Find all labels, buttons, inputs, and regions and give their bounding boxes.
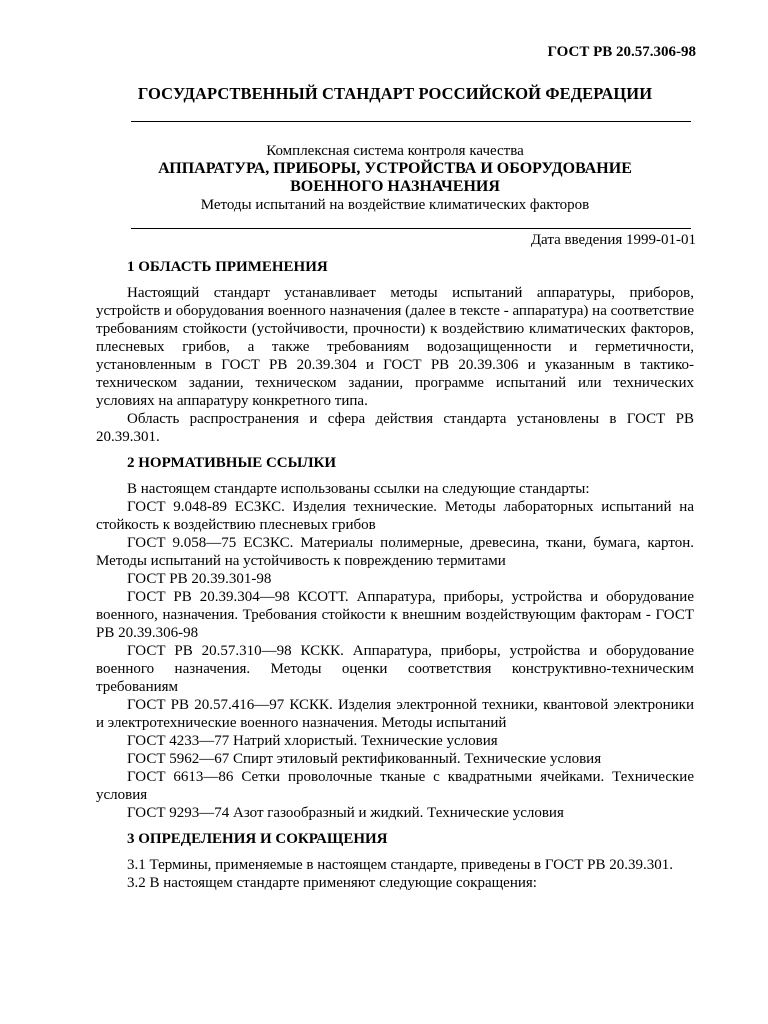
section-1-paragraph: Настоящий стандарт устанавливает методы испытаний аппаратуры, приборов, устройств и оборудования военного назначения (далее в тексте - аппаратура) на соответствие требованиям стойкости (устойчивости, прочности) к воздействию климатических факторов, плесневых грибов, а также требованиям водозащищенности и герметичности, установленным в ГОСТ РВ 20.39.304 и ГОСТ РВ 20.39.306 и указанным в тактико-техническом задании, техническом задании, программе испытаний или технических условиях на аппаратуру конкретного типа.: [96, 285, 694, 409]
reference-item: ГОСТ РВ 20.57.416—97 КСКК. Изделия электронной техники, квантовой электроники и электротехнические военного назначения. Методы испытаний: [96, 697, 694, 731]
reference-item: ГОСТ 5962—67 Спирт этиловый ректификованный. Технические условия: [127, 751, 602, 767]
reference-item: ГОСТ 9.048-89 ЕСЗКС. Изделия технические. Методы лабораторных испытаний на стойкость к воздействию плесневых грибов: [96, 499, 694, 533]
subject-methods: Методы испытаний на воздействие климатических факторов: [200, 197, 590, 213]
section-2-heading: 2 НОРМАТИВНЫЕ ССЫЛКИ: [127, 455, 337, 471]
document-code: ГОСТ РВ 20.57.306-98: [547, 44, 696, 60]
subject-title-line-1: АППАРАТУРА, ПРИБОРЫ, УСТРОЙСТВА И ОБОРУДОВАНИЕ: [158, 160, 632, 177]
section-3-paragraph: 3.2 В настоящем стандарте применяют следующие сокращения:: [127, 875, 537, 891]
subject-title-line-2: ВОЕННОГО НАЗНАЧЕНИЯ: [290, 178, 500, 195]
reference-item: ГОСТ 9.058—75 ЕСЗКС. Материалы полимерные, древесина, ткани, бумага, картон. Методы испытаний на устойчивость к повреждению термитами: [96, 535, 694, 569]
standard-subject: [96, 142, 694, 214]
section-3-paragraph: 3.1 Термины, применяемые в настоящем стандарте, приведены в ГОСТ РВ 20.39.301.: [127, 857, 673, 873]
reference-item: ГОСТ 9293—74 Азот газообразный и жидкий. Технические условия: [127, 805, 564, 821]
reference-item: ГОСТ РВ 20.39.304—98 КСОТТ. Аппаратура, приборы, устройства и оборудование военного, назначения. Требования стойкости к внешним воздействующим факторам - ГОСТ РВ 20.39.306-98: [96, 589, 694, 641]
document-body: [96, 256, 694, 892]
section-3-heading: 3 ОПРЕДЕЛЕНИЯ И СОКРАЩЕНИЯ: [127, 831, 388, 847]
reference-item: ГОСТ РВ 20.39.301-98: [127, 571, 272, 587]
divider-line: [131, 121, 691, 122]
reference-item: ГОСТ РВ 20.57.310—98 КСКК. Аппаратура, приборы, устройства и оборудование военного назначения. Методы оценки соответствия конструктивно-техническим требованиям: [96, 643, 694, 695]
reference-item: ГОСТ 6613—86 Сетки проволочные тканые с квадратными ячейками. Технические условия: [96, 769, 694, 803]
main-title: ГОСУДАРСТВЕННЫЙ СТАНДАРТ РОССИЙСКОЙ ФЕДЕРАЦИИ: [137, 84, 653, 103]
section-1-paragraph: Область распространения и сфера действия стандарта установлены в ГОСТ РВ 20.39.301.: [96, 411, 694, 445]
divider-line: [131, 228, 691, 229]
section-2-intro: В настоящем стандарте использованы ссылки на следующие стандарты:: [127, 481, 590, 497]
subject-system: Комплексная система контроля качества: [266, 143, 524, 159]
section-1-heading: 1 ОБЛАСТЬ ПРИМЕНЕНИЯ: [127, 259, 328, 275]
reference-item: ГОСТ 4233—77 Натрий хлористый. Технические условия: [127, 733, 498, 749]
introduction-date: Дата введения 1999-01-01: [530, 232, 696, 248]
